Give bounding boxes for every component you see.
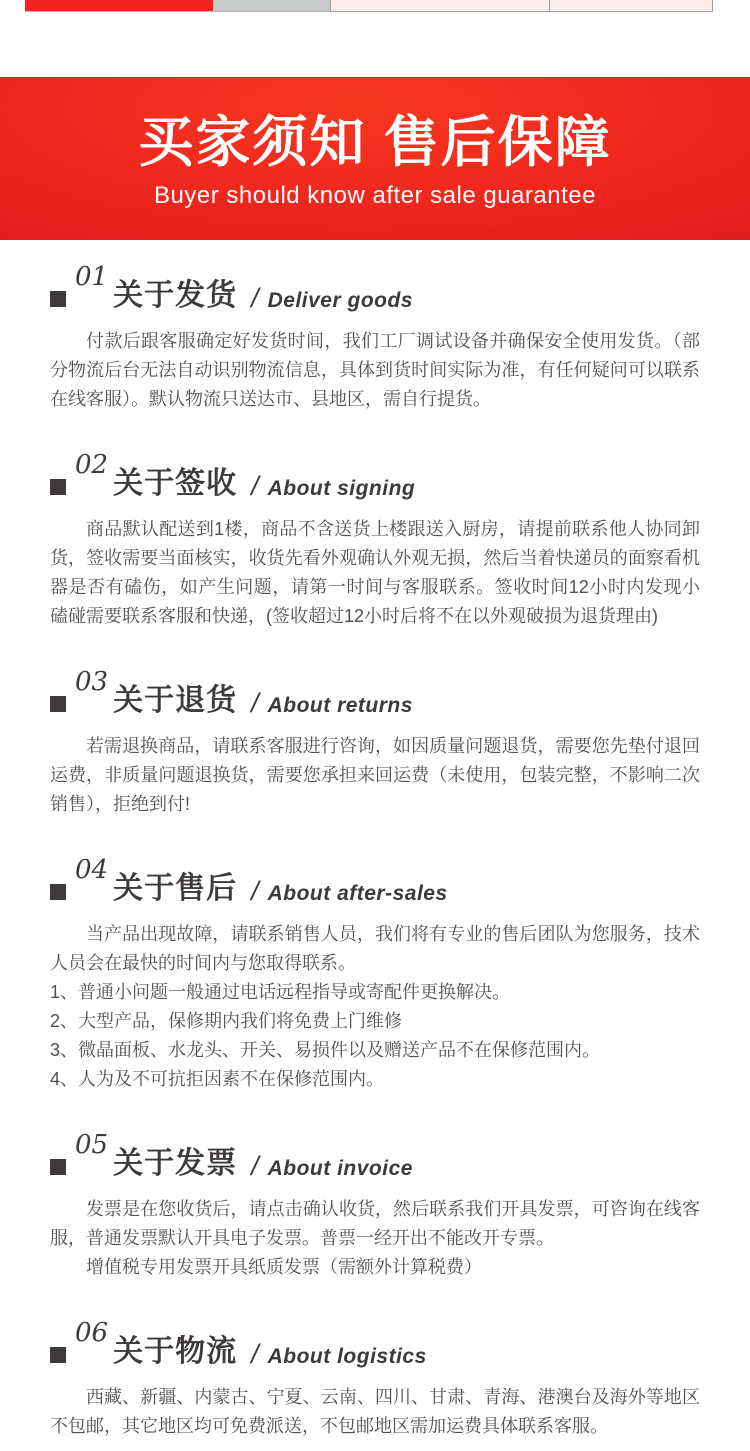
body-paragraph: 商品默认配送到1楼，商品不含送货上楼跟送入厨房，请提前联系他人协同卸货，签收需要当面核实，收货先看外观确认外观无损，然后当着快递员的面察看机器是否有磕伤，如产生问题，请第一时间与客服联系。签收时间12小时内发现小磕碰需要联系客服和快递，(签收超过12小时后将不在以外观破损为退货理由)	[50, 519, 700, 626]
section-heading	[50, 1318, 700, 1371]
section-about-after-sales	[50, 855, 700, 1094]
body-paragraph: 增值税专用发票开具纸质发票（需额外计算税费）	[86, 1257, 482, 1277]
list-item: 2、大型产品，保修期内我们将免费上门维修	[50, 1011, 403, 1031]
section-title-cn: 关于售后	[113, 872, 238, 905]
square-bullet-icon	[50, 884, 66, 900]
slash-divider: /	[251, 876, 259, 906]
section-heading	[50, 1130, 700, 1183]
section-about-invoice	[50, 1130, 700, 1282]
section-body	[50, 327, 700, 414]
section-body	[50, 920, 700, 1094]
section-title-en: About logistics	[267, 1345, 427, 1368]
section-number: 02	[75, 450, 109, 480]
section-title-en: About returns	[267, 694, 413, 717]
banner-subtitle: Buyer should know after sale guarantee	[154, 182, 596, 209]
section-heading	[50, 667, 700, 720]
list-item: 1、普通小问题一般通过电话远程指导或寄配件更换解决。	[50, 982, 511, 1002]
section-title-cn: 关于发票	[113, 1147, 238, 1180]
strip-cell-pink-left	[330, 0, 550, 12]
section-number: 03	[75, 667, 109, 697]
section-about-returns	[50, 667, 700, 819]
section-body	[50, 732, 700, 819]
section-title-cn: 关于发货	[113, 279, 238, 312]
section-heading	[50, 262, 700, 315]
strip-cell-red	[25, 0, 213, 12]
body-paragraph: 发票是在您收货后，请点击确认收货，然后联系我们开具发票，可咨询在线客服，普通发票默认开具电子发票。普票一经开出不能改开专票。	[50, 1199, 700, 1248]
section-title-en: About signing	[267, 477, 416, 500]
section-heading	[50, 855, 700, 908]
square-bullet-icon	[50, 1159, 66, 1175]
section-title-en: About after-sales	[267, 882, 448, 905]
notice-content	[0, 262, 750, 1451]
section-body	[50, 1195, 700, 1282]
square-bullet-icon	[50, 291, 66, 307]
body-paragraph: 若需退换商品，请联系客服进行咨询，如因质量问题退货，需要您先垫付退回运费，非质量问题退换货，需要您承担来回运费（未使用，包装完整，不影响二次销售），拒绝到付!	[50, 736, 700, 814]
slash-divider: /	[251, 471, 259, 501]
section-number: 05	[75, 1130, 109, 1160]
section-title-en: Deliver goods	[267, 289, 413, 312]
square-bullet-icon	[50, 479, 66, 495]
section-deliver-goods	[50, 262, 700, 414]
section-title-en: About invoice	[267, 1157, 413, 1180]
slash-divider: /	[251, 688, 259, 718]
section-body	[50, 515, 700, 631]
square-bullet-icon	[50, 1347, 66, 1363]
section-body	[50, 1383, 700, 1441]
list-item: 3、微晶面板、水龙头、开关、易损件以及赠送产品不在保修范围内。	[50, 1040, 601, 1060]
section-number: 06	[75, 1318, 109, 1348]
warranty-list	[50, 978, 700, 1094]
section-about-logistics	[50, 1318, 700, 1441]
slash-divider: /	[251, 283, 259, 313]
section-title-cn: 关于物流	[113, 1335, 238, 1368]
section-number: 01	[75, 262, 109, 292]
strip-cell-gray	[213, 0, 330, 12]
after-sale-banner	[0, 77, 750, 240]
body-paragraph: 当产品出现故障，请联系销售人员，我们将有专业的售后团队为您服务，技术人员会在最快的时间内与您取得联系。	[50, 924, 700, 973]
section-title-cn: 关于退货	[113, 684, 238, 717]
body-paragraph: 付款后跟客服确定好发货时间，我们工厂调试设备并确保安全使用发货。（部分物流后台无法自动识别物流信息，具体到货时间实际为准，有任何疑问可以联系在线客服）。默认物流只送达市、县地区，需自行提货。	[50, 331, 700, 409]
square-bullet-icon	[50, 696, 66, 712]
body-paragraph: 西藏、新疆、内蒙古、宁夏、云南、四川、甘肃、青海、港澳台及海外等地区不包邮，其它地区均可免费派送，不包邮地区需加运费具体联系客服。	[50, 1387, 700, 1436]
slash-divider: /	[251, 1151, 259, 1181]
banner-title: 买家须知 售后保障	[138, 111, 612, 173]
cutoff-table-strip	[0, 0, 750, 13]
slash-divider: /	[251, 1339, 259, 1369]
section-about-signing	[50, 450, 700, 631]
section-number: 04	[75, 855, 109, 885]
list-item: 4、人为及不可抗拒因素不在保修范围内。	[50, 1069, 385, 1089]
section-heading	[50, 450, 700, 503]
strip-cell-pink-right	[549, 0, 713, 12]
section-title-cn: 关于签收	[113, 467, 238, 500]
